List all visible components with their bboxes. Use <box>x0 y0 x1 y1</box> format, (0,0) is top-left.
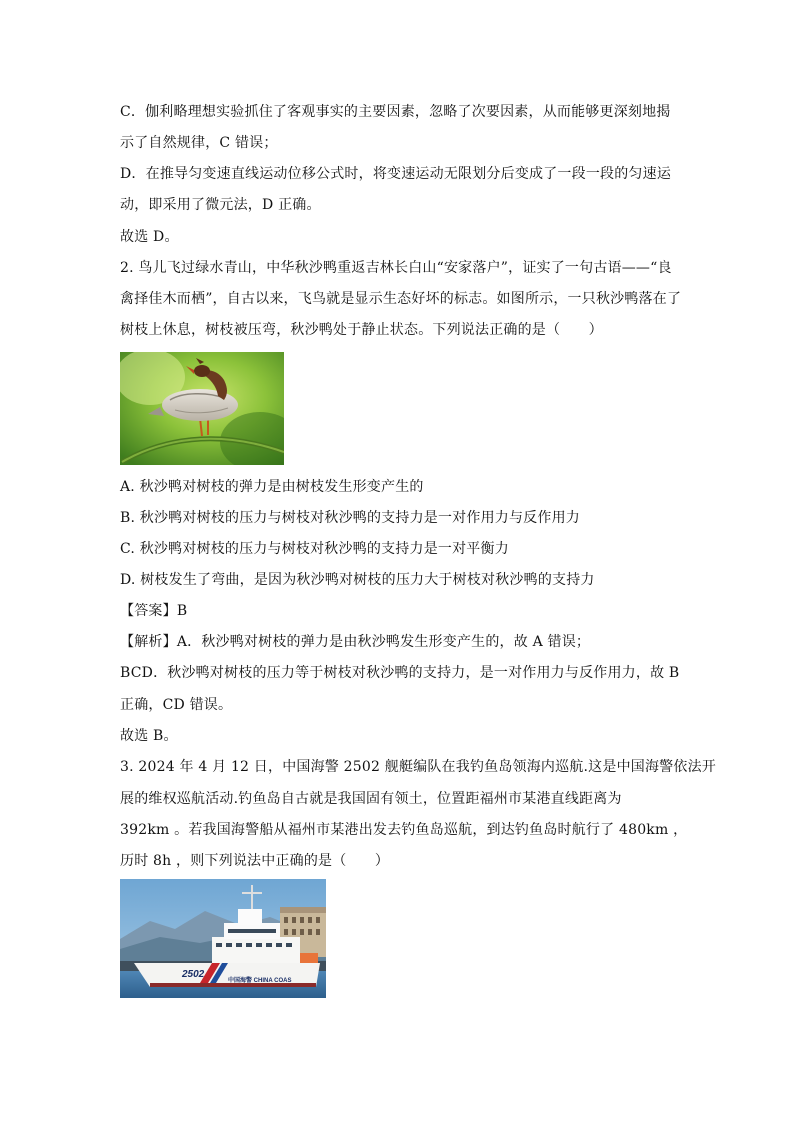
q2-option-a: A. 秋沙鸭对树枝的弹力是由树枝发生形变产生的 <box>120 479 424 495</box>
q2-answer-value: B <box>176 603 188 619</box>
q2-option-c: C. 秋沙鸭对树枝的压力与树枝对秋沙鸭的支持力是一对平衡力 <box>120 541 509 557</box>
q2-stem-line1: 2. 鸟儿飞过绿水青山，中华秋沙鸭重返吉林长白山“安家落户”，证实了一句古语——“良 <box>120 260 672 276</box>
q3-stem-line1: 3. 2024 年 4 月 12 日，中国海警 2502 舰艇编队在我钓鱼岛领海内巡航.这是中国海警依法开 <box>120 759 716 775</box>
q1-option-d-line2: 动，即采用了微元法，D 正确。 <box>120 197 321 213</box>
q2-stem-line3: 树枝上休息，树枝被压弯，秋沙鸭处于静止状态。下列说法正确的是（ ） <box>120 322 603 338</box>
q2-analysis-label: 【解析】 <box>120 634 177 650</box>
q2-analysis-line1 <box>120 632 590 652</box>
q3-stem-line3: 392km 。若我国海警船从福州市某港出发去钓鱼岛巡航，到达钓鱼岛时航行了 480km ， <box>120 822 688 838</box>
q2-option-b: B. 秋沙鸭对树枝的压力与树枝对秋沙鸭的支持力是一对作用力与反作用力 <box>120 510 580 526</box>
q2-analysis-line2: BCD．秋沙鸭对树枝的压力等于树枝对秋沙鸭的支持力，是一对作用力与反作用力，故 B <box>120 665 680 681</box>
q2-conclusion: 故选 B。 <box>120 728 178 744</box>
ship-hull-number: 2502 <box>182 969 205 980</box>
q2-analysis-text1: A．秋沙鸭对树枝的弹力是由秋沙鸭发生形变产生的，故 A 错误； <box>176 634 591 650</box>
q2-option-d: D. 树枝发生了弯曲，是因为秋沙鸭对树枝的压力大于树枝对秋沙鸭的支持力 <box>120 572 595 588</box>
q2-answer <box>120 601 187 621</box>
q1-conclusion: 故选 D。 <box>120 229 179 245</box>
coast-guard-ship-image <box>120 879 326 998</box>
duck-on-branch-image <box>120 352 284 465</box>
q1-option-d-line1: D．在推导匀变速直线运动位移公式时，将变速运动无限划分后变成了一段一段的匀速运 <box>120 166 672 182</box>
q3-stem-line4: 历时 8h ，则下列说法中正确的是（ ） <box>120 853 390 869</box>
q2-analysis-line3: 正确，CD 错误。 <box>120 697 233 713</box>
q1-option-c-line1: C．伽利略理想实验抓住了客观事实的主要因素，忽略了次要因素，从而能够更深刻地揭 <box>120 104 671 120</box>
q2-stem-line2: 禽择佳木而栖”，自古以来，飞鸟就是显示生态好坏的标志。如图所示，一只秋沙鸭落在了 <box>120 291 682 307</box>
q3-stem-line2: 展的维权巡航活动.钓鱼岛自古就是我国固有领土，位置距福州市某港直线距离为 <box>120 791 622 807</box>
q1-option-c-line2: 示了自然规律，C 错误； <box>120 135 278 151</box>
q2-answer-label: 【答案】 <box>120 603 177 619</box>
ship-hull-text: 中国海警 CHINA COAS <box>228 978 292 984</box>
